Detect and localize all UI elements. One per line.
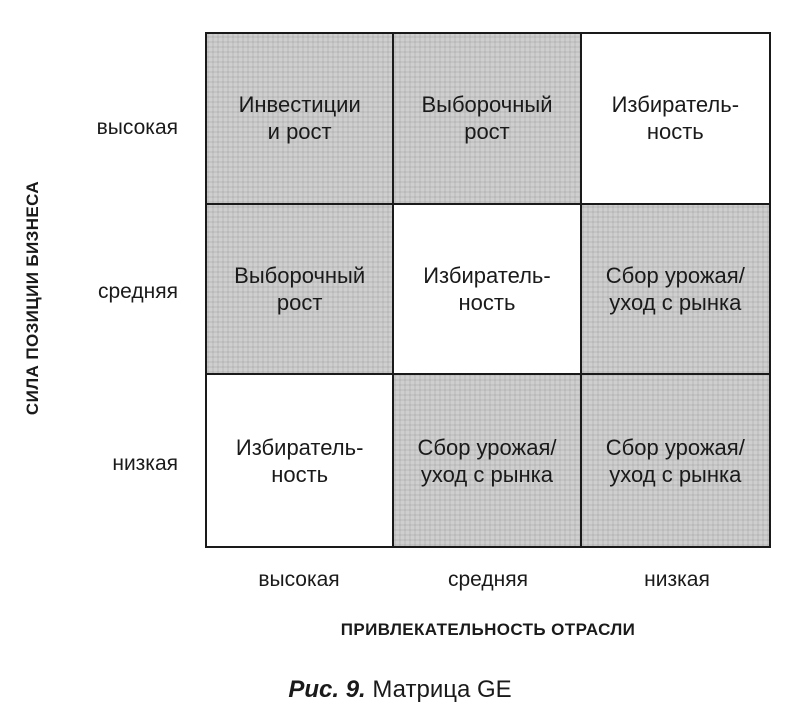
figure-caption [0,676,800,704]
matrix-cell: Сбор урожая/ уход с рынка [582,205,769,376]
caption-text: Матрица GE [372,676,512,703]
matrix-cell: Инвестиции и рост [207,34,394,205]
col-label-low: низкая [644,568,710,591]
matrix-cell: Избиратель- ность [207,375,394,546]
col-label-high: высокая [258,568,340,591]
caption-prefix: Рис. 9. [288,676,366,703]
matrix-cell: Выборочный рост [207,205,394,376]
y-axis-title: СИЛА ПОЗИЦИИ БИЗНЕСА [23,180,42,416]
matrix-cell: Избиратель- ность [582,34,769,205]
matrix-cell: Выборочный рост [394,34,581,205]
row-label-medium: средняя [98,280,178,303]
row-label-high: высокая [96,116,178,139]
x-axis-title: ПРИВЛЕКАТЕЛЬНОСТЬ ОТРАСЛИ [340,620,636,639]
col-label-medium: средняя [448,568,528,591]
matrix-cell: Избиратель- ность [394,205,581,376]
matrix-cell: Сбор урожая/ уход с рынка [582,375,769,546]
ge-matrix [205,32,771,548]
matrix-cell: Сбор урожая/ уход с рынка [394,375,581,546]
row-label-low: низкая [112,452,178,475]
